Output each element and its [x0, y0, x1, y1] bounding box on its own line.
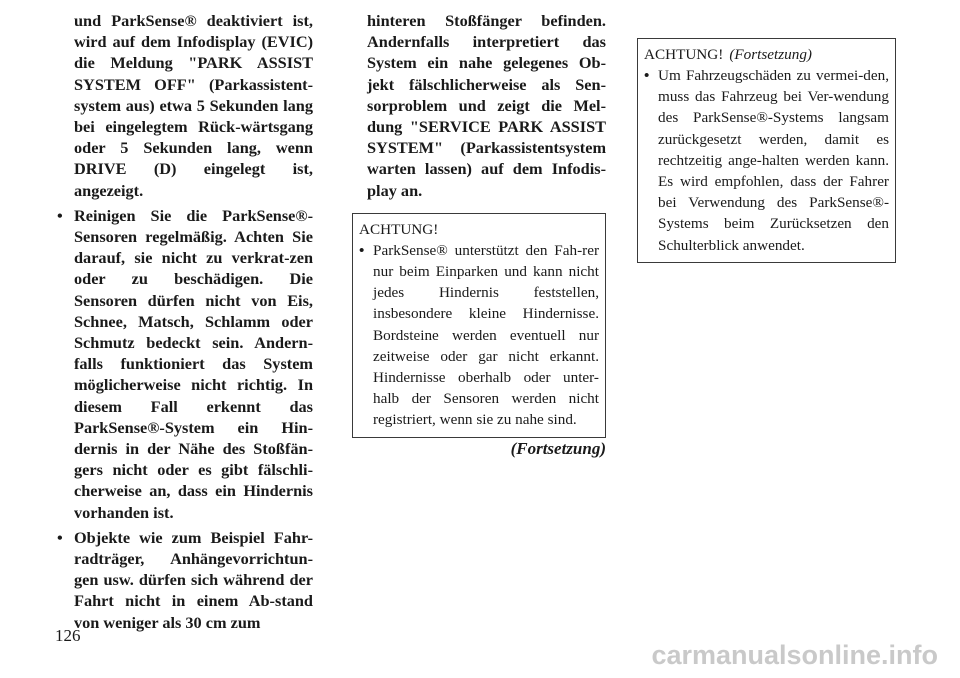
list-item [359, 240, 599, 431]
warning-title: ACHTUNG! [359, 220, 439, 238]
column-left [55, 10, 313, 633]
warning-text: ParkSense® unterstützt den Fah-rer nur beim Einparken und kann nicht jedes Hindernis feststellen, insbesondere kleine Hindernisse. Bordsteine werden eventuell nur zeitweise oder gar nicht erkannt. Hindernisse oberhalb oder unter-halb der Sensoren werden nicht registriert, wenn sie zu nahe sind. [373, 241, 599, 429]
list-item [55, 205, 313, 523]
column-middle [352, 10, 606, 460]
list-item-text: Objekte wie zum Beispiel Fahr-radträger, Anhängevorrichtun-gen usw. dürfen sich während der Fahrt nicht in einem Ab-stand von weniger als 30 cm zum [74, 527, 313, 632]
list-item [644, 65, 889, 256]
warning-box [352, 213, 606, 438]
watermark: carmanualsonline.info [651, 640, 938, 670]
continuation-paragraph: hinteren Stoßfänger befinden. Andernfalls interpretiert das System ein nahe gelegenes Ob-jekt fälschlicherweise als Sen-sorproblem und zeigt die Mel-dung "SERVICE PARK ASSIST SYSTEM" (Parkassistentsystem warten lassen) auf dem Infodis-play an. [367, 11, 606, 200]
column-right [637, 10, 896, 263]
bullet-list [55, 205, 313, 633]
page-number: 126 [55, 626, 81, 645]
warning-box-continued [637, 38, 896, 263]
warning-list [359, 240, 599, 431]
warning-list [644, 65, 889, 256]
warning-title-text: ACHTUNG! [644, 46, 724, 63]
warning-text: Um Fahrzeugschäden zu vermei-den, muss das Fahrzeug bei Ver-wendung des ParkSense®-Systems langsam zurückgesetzt werden, damit es rechtzeitig ange-halten werden kann. Es wird empfohlen, dass der Fahrer bei Verwendung des ParkSense®-Systems beim Zurücksetzen den Schulterblick anwendet. [658, 67, 889, 254]
bullet-icon: • [57, 527, 63, 547]
list-item-text: Reinigen Sie die ParkSense®-Sensoren regelmäßig. Achten Sie darauf, sie nicht zu verkrat-zen oder zu beschädigen. Die Sensoren dürfen nicht von Eis, Schnee, Matsch, Schlamm oder Schmutz bedeckt sein. Andern-falls funktioniert das System möglicherweise nicht richtig. In diesem Fall erkennt das ParkSense®-System ein Hin-dernis in der Nähe des Stoßfän-gers nicht oder es gibt fälschli-cherweise an, dass ein Hindernis vorhanden ist. [74, 205, 313, 522]
bullet-icon: • [644, 67, 650, 84]
continued-label: (Fortsetzung) [510, 438, 606, 458]
warning-title [644, 44, 889, 65]
warning-title-suffix: (Fortsetzung) [729, 46, 812, 63]
list-item [55, 527, 313, 633]
intro-paragraph: und ParkSense® deaktiviert ist, wird auf dem Infodisplay (EVIC) die Meldung "PARK ASSIST SYSTEM OFF" (Parkassistent-system aus) etwa 5 Sekunden lang bei eingelegtem Rück-wärtsgang oder 5 Sekunden lang, wenn DRIVE (D) eingelegt ist, angezeigt. [74, 11, 313, 200]
bullet-icon: • [359, 241, 365, 259]
bullet-icon: • [57, 205, 63, 225]
